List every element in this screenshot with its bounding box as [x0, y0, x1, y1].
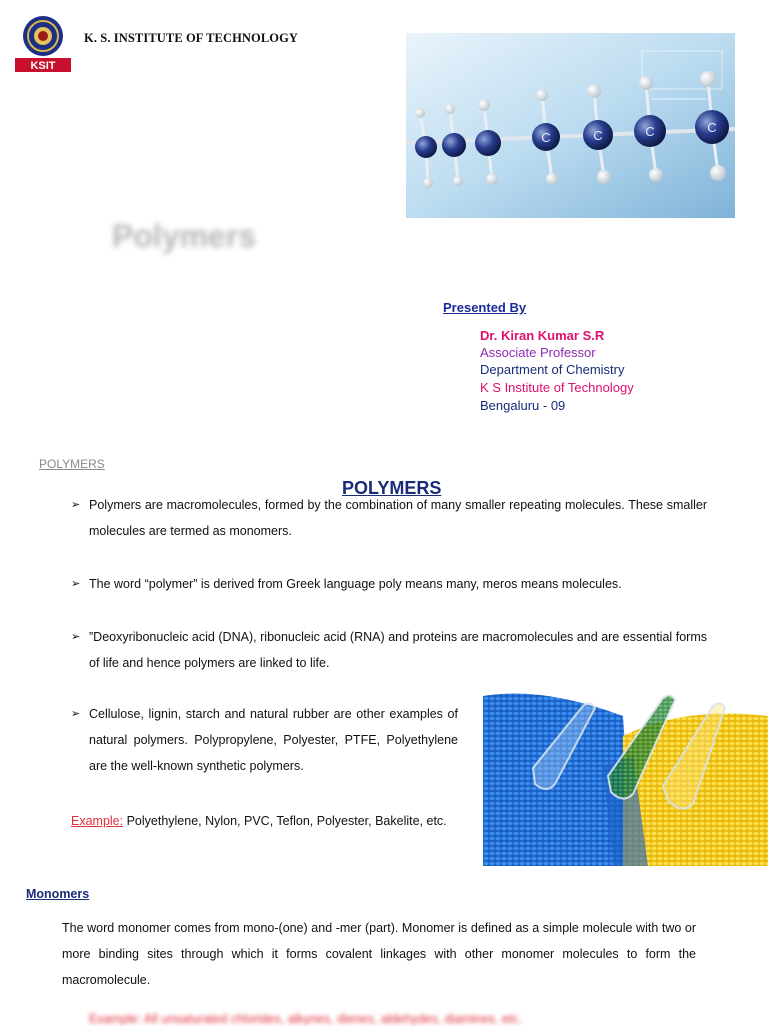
monomers-heading: Monomers — [26, 887, 90, 901]
section-tag: POLYMERS — [39, 457, 105, 471]
example-label: Example: — [71, 814, 124, 828]
institute-name: K. S. INSTITUTE OF TECHNOLOGY — [84, 31, 299, 45]
atom-label: C — [645, 124, 655, 139]
polymers-title: POLYMERS — [342, 478, 442, 498]
atom-label: C — [593, 128, 603, 143]
logo-text: KSIT — [30, 60, 56, 72]
presented-by-heading: Presented By — [443, 300, 527, 315]
presenter-name: Dr. Kiran Kumar S.R — [480, 328, 605, 343]
bullet-item — [71, 701, 458, 779]
presenter-department: Department of Chemistry — [480, 362, 625, 377]
bullet-text: The word “polymer” is derived from Greek language poly means many, meros means molecules. — [89, 577, 622, 591]
atom-label: C — [541, 130, 551, 145]
plastic-pellets-image — [483, 676, 768, 866]
arrow-bullet-icon: ➢ — [71, 499, 81, 511]
example-text: Polyethylene, Nylon, PVC, Teflon, Polyester, Bakelite, etc. — [123, 814, 447, 828]
presenter-role: Associate Professor — [480, 345, 596, 360]
molecule-image — [406, 33, 735, 218]
bullet-text: Cellulose, lignin, starch and natural rubber are other examples of natural polymers. Polypropylene, Polyester, PTFE, Polyethylene are the well-known synthetic polymers. — [89, 707, 458, 773]
presenter-city: Bengaluru - 09 — [480, 398, 566, 413]
arrow-bullet-icon: ➢ — [71, 631, 81, 643]
blurred-title: Polymers — [112, 218, 257, 254]
bullet-text: Polymers are macromolecules, formed by the combination of many smaller repeating molecules. These smaller molecules are termed as monomers. — [89, 498, 707, 538]
bullet-item — [71, 492, 707, 544]
monomers-example-line: Example: All unsaturated chlorides, alkynes, dienes, aldehydes, diamines, etc. — [89, 1012, 522, 1026]
bullet-item — [71, 624, 707, 676]
bullet-item — [71, 571, 707, 597]
example-line — [71, 814, 447, 828]
monomers-paragraph: The word monomer comes from mono-(one) and -mer (part). Monomer is defined as a simple molecule with two or more binding sites through which it forms covalent linkages with other monomer molecules to form the macromolecule. — [62, 921, 696, 987]
bullet-text: ”Deoxyribonucleic acid (DNA), ribonucleic acid (RNA) and proteins are macromolecules and are essential forms of life and hence polymers are linked to life. — [89, 630, 707, 670]
ksit-logo — [14, 14, 72, 74]
arrow-bullet-icon: ➢ — [71, 708, 81, 720]
presenter-institute: K S Institute of Technology — [480, 380, 634, 395]
atom-label: C — [707, 120, 717, 135]
arrow-bullet-icon: ➢ — [71, 578, 81, 590]
